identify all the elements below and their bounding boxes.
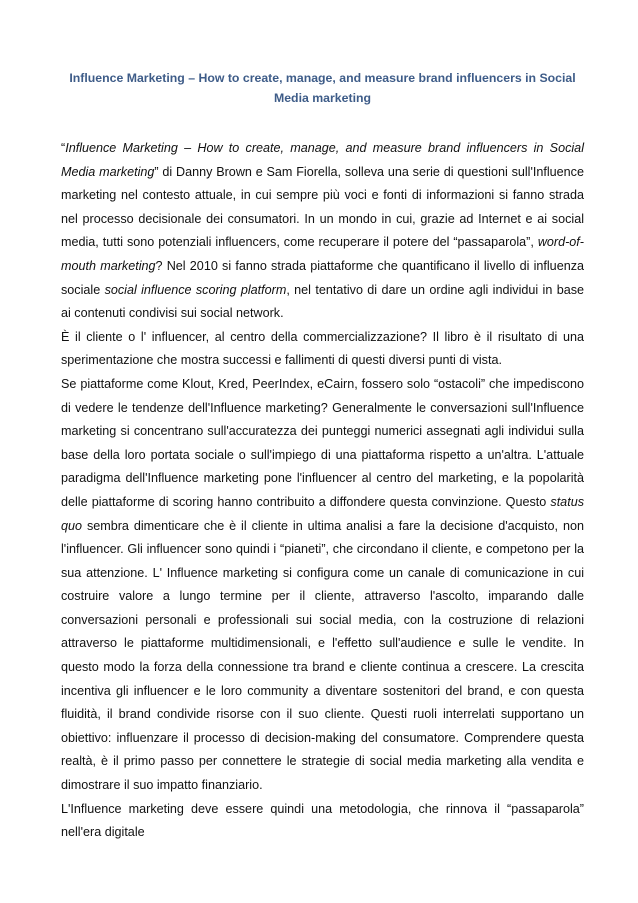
paragraph-3-text-b: sembra dimenticare che è il cliente in ultima analisi a fare la decisione d'acquisto, non l'influencer. Gli influencer sono quindi i “pianeti”, che circondano il cliente, e competono per la sua attenzione. L' Influence marketing si configura come un canale di comunicazione in cui costruire valore a lungo termine per il cliente, attraverso l'ascolto, imparando dalle conversazioni personali e professionali sui social media, con la costruzione di relazioni attraverso le piattaforme multidimensionali, e l'effetto sull'audience e sulle le vendite. In questo modo la forza della connessione tra brand e cliente continua a crescere. La crescita incentiva gli influencer e le loro community a diventare sostenitori del brand, e con questa fluidità, il brand condivide risorse con il suo cliente. Questi ruoli interrelati supportano un obiettivo: influenzare il processo di decision-making del consumatore. Comprendere questa realtà, è il primo passo per connettere le strategie di social media marketing alla vendita e dimostrare il suo impatto finanziario.	[61, 518, 584, 793]
paragraph-3	[61, 373, 584, 798]
open-quote: “	[61, 141, 66, 155]
status-quo-italic: status quo	[61, 494, 584, 533]
paragraph-1-text-c: , nel tentativo di dare un ordine agli individui in base ai contenuti condivisi sui social network.	[61, 282, 585, 321]
paragraph-1	[61, 137, 584, 326]
word-of-mouth-italic: word-of-mouth marketing	[61, 235, 584, 273]
document-body	[61, 137, 584, 845]
document-title: Influence Marketing – How to create, manage, and measure brand influencers in Social Media marketing	[69, 71, 576, 105]
paragraph-1-text-b: ? Nel 2010 si fanno strada piattaforme che quantificano il livello di influenza sociale	[61, 258, 584, 297]
paragraph-1-text-a: ” di Danny Brown e Sam Fiorella, solleva una serie di questioni sull'Influence marketing nel contesto attuale, in cui sempre più voci e fonti di informazioni si fanno strada nel processo decisionale dei consumatori. In un mondo in cui, grazie ad Internet e ai social media, tutti sono potenziali influencers, come recuperare il potere del “passaparola”,	[61, 164, 584, 250]
book-title-italic: Influence Marketing – How to create, manage, and measure brand influencers in Social Media marketing	[61, 141, 584, 179]
paragraph-4: L'Influence marketing deve essere quindi una metodologia, che rinnova il “passaparola” nell'era digitale	[61, 801, 584, 840]
paragraph-2: È il cliente o l' influencer, al centro della commercializzazione? Il libro è il risultato di una sperimentazione che mostra successi e fallimenti di questi diversi punti di vista.	[61, 329, 584, 368]
paragraph-3-text-a: Se piattaforme come Klout, Kred, PeerIndex, eCairn, fossero solo “ostacoli” che impediscono di vedere le tendenze dell'Influence marketing? Generalmente le conversazioni sull'Influence marketing si concentrano sull'accuratezza dei punteggi numerici assegnati agli individui sulla base della loro portata sociale o sull'impiego di una piattaforma rispetto a un'altra. L'attuale paradigma dell'Influence marketing pone l'influencer al centro del marketing, e la popolarità delle piattaforme di scoring hanno contribuito a diffondere questa convinzione. Questo	[61, 376, 584, 509]
scoring-platform-italic: social influence scoring platform	[104, 282, 287, 297]
